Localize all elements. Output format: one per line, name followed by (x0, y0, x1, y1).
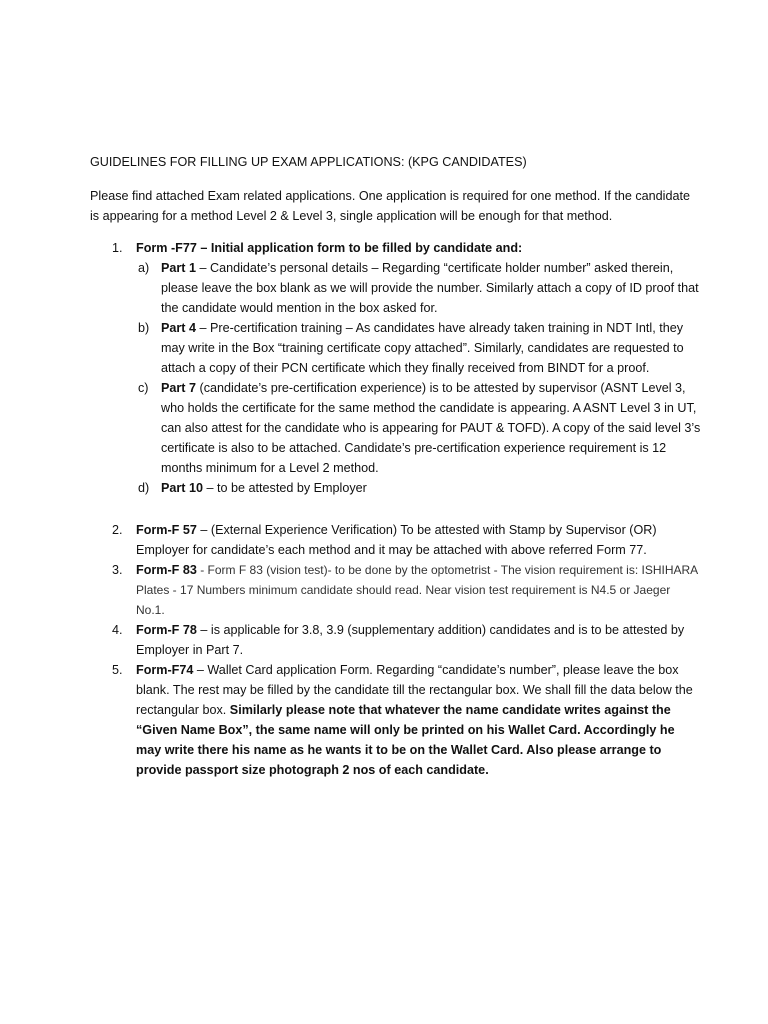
sub-item-b (136, 318, 702, 378)
sub-letter: c) (138, 381, 149, 395)
list-number: 3. (112, 563, 123, 577)
form-f83-lead: Form-F 83 (136, 563, 197, 577)
list-number: 2. (112, 523, 123, 537)
sub-text: – Candidate’s personal details – Regarding “certificate holder number” asked therein, please leave the box blank as we will provide the number. Similarly attach a copy of ID proof that the candidate would mention in the box asked for. (161, 261, 699, 315)
list-item-2 (90, 520, 702, 560)
intro-paragraph: Please find attached Exam related applications. One application is required for one method. If the candidate is appearing for a method Level 2 & Level 3, single application will be enough for that method. (90, 189, 690, 223)
document-title: GUIDELINES FOR FILLING UP EXAM APPLICATIONS: (KPG CANDIDATES) (90, 155, 527, 169)
item-text: – Wallet Card application Form. Regarding “candidate’s number”, please leave the box blank. The rest may be filled by the candidate till the rectangular box. We shall fill the data below the rectangular box. (136, 663, 693, 717)
document-body (90, 152, 702, 780)
sub-text: – to be attested by Employer (203, 481, 367, 495)
sub-text: – Pre-certification training – As candidates have already taken training in NDT Intl, they may write in the Box “training certificate copy attached”. Similarly, candidates are requested to attach a copy of their PCN certificate which they finally received from BINDT for a proof. (161, 321, 684, 375)
list-number: 4. (112, 623, 123, 637)
form-f78-lead: Form-F 78 (136, 623, 197, 637)
sub-lead: Part 10 (161, 481, 204, 495)
item-text: – is applicable for 3.8, 3.9 (supplementary addition) candidates and is to be attested by Employer in Part 7. (136, 623, 685, 657)
item-text: - Form F 83 (vision test)- to be done by the optometrist - The vision requirement is: ISHIHARA Plates - 17 Numbers minimum candidate should read. Near vision test requirement is N4.5 or Jaeger No.1. (136, 563, 698, 617)
sub-text: (candidate’s pre-certification experience) is to be attested by supervisor (ASNT Level 3, who holds the certificate for the same method the candidate is appearing. A ASNT Level 3 in UT, can also attest for the candidate who is appearing for PAUT & TOFD). A copy of the said level 3’s certificate is also to be attached. Candidate’s pre-certification experience requirement is 12 months minimum for a Level 2 method. (161, 381, 701, 475)
list-number: 1. (112, 241, 123, 255)
form-f77-lead: Form -F77 – Initial application form to be filled by candidate and: (136, 241, 523, 255)
sub-letter: b) (138, 321, 150, 335)
list-number: 5. (112, 663, 123, 677)
list-item-3 (90, 560, 702, 620)
list-item-4 (90, 620, 702, 660)
sub-list (136, 258, 702, 498)
sub-item-c (136, 378, 702, 478)
sub-item-d (136, 478, 702, 498)
form-f74-lead: Form-F74 (136, 663, 194, 677)
spacer (90, 498, 702, 520)
form-f57-lead: Form-F 57 (136, 523, 197, 537)
item-bold-tail: Similarly please note that whatever the name candidate writes against the “Given Name Box”, the same name will only be printed on his Wallet Card. Accordingly he may write there his name as he wants it to be on the Wallet Card. Also please arrange to provide passport size photograph 2 nos of each candidate. (136, 703, 675, 777)
sub-letter: d) (138, 481, 150, 495)
sub-lead: Part 7 (161, 381, 197, 395)
sub-lead: Part 1 (161, 261, 197, 275)
sub-item-a (136, 258, 702, 318)
sub-lead: Part 4 (161, 321, 197, 335)
list-item-1 (90, 238, 702, 498)
guideline-list (90, 238, 702, 780)
list-item-5 (90, 660, 702, 780)
sub-letter: a) (138, 261, 150, 275)
item-text: – (External Experience Verification) To be attested with Stamp by Supervisor (OR) Employer for candidate’s each method and it may be attached with above referred Form 77. (136, 523, 657, 557)
